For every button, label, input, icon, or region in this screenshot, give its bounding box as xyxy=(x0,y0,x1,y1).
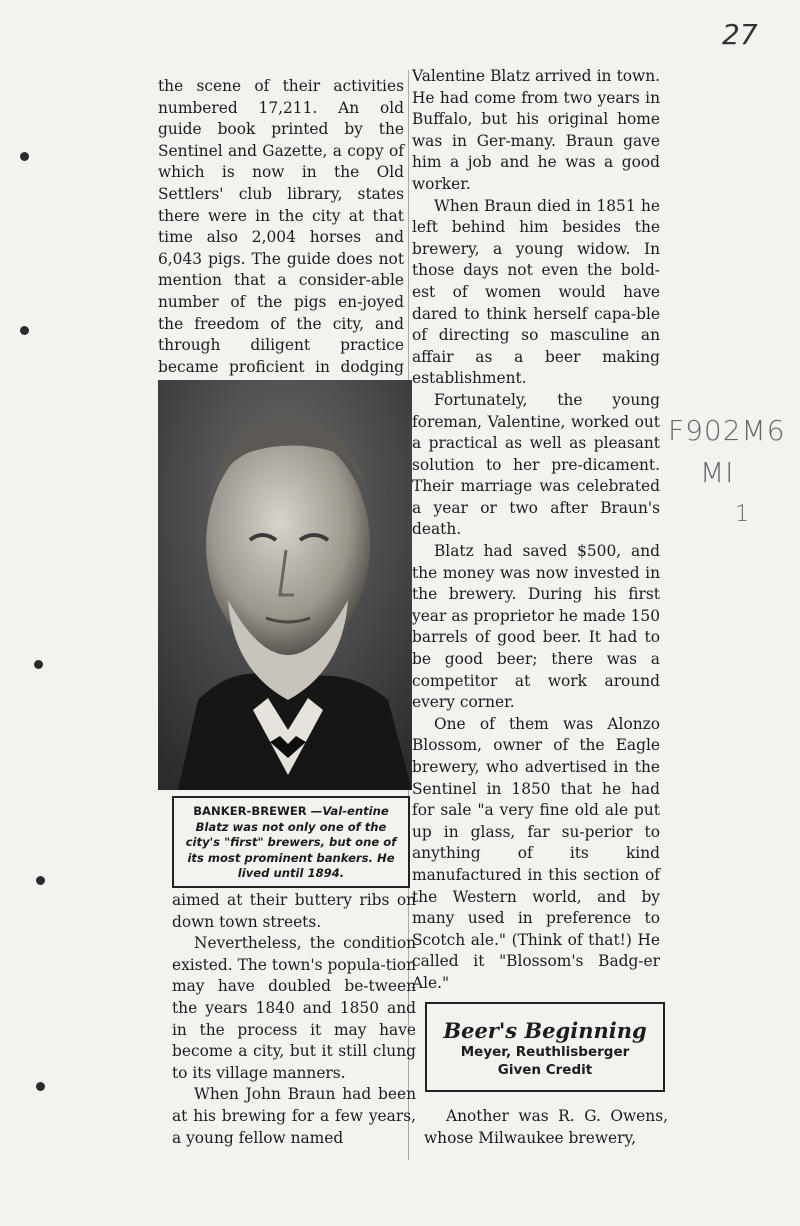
page-number: 27 xyxy=(722,18,758,51)
paragraph: Nevertheless, the condition existed. The town's popula-tion may have doubled be-tween the years 1840 and 1850 and in the process it may have become a city, but it still clung to its village manners. xyxy=(172,934,416,1082)
margin-note-mark: 1 xyxy=(735,502,750,527)
margin-note-code: MI xyxy=(700,456,735,489)
paragraph: the scene of their activities numbered 17,211. An old guide book printed by the Sentinel and Gazette, a copy of which is now in the Old Settlers' club library, states there were in the city at that time also 2,004 horses and 6,043 pigs. The guide does not mention that a consider-able number of the pigs en-joyed the freedom of the city, and through diligent practice became proficient in dodging xyxy=(158,77,404,376)
article-right xyxy=(412,66,660,995)
binder-hole-2 xyxy=(20,326,29,335)
article-right-bottom xyxy=(424,1106,668,1149)
paragraph: Fortunately, the young foreman, Valentine, worked out a practical as well as pleasant solution to her pre-dicament. Their marriage was celebrated a year or two after Braun's death. xyxy=(412,390,660,539)
portrait-photo xyxy=(158,380,412,790)
paragraph: When John Braun had been at his brewing for a few years, a young fellow named xyxy=(172,1085,416,1147)
caption-head: BANKER-BREWER xyxy=(193,804,307,818)
photo-caption xyxy=(172,796,410,888)
paragraph: When Braun died in 1851 he left behind him besides the brewery, a young widow. In those days not even the bold-est of women would have dared to think herself capa-ble of directing so masculine an affair as a beer making establishment. xyxy=(412,196,660,388)
subheading-box xyxy=(425,1002,665,1092)
article-left-bottom xyxy=(172,890,416,1149)
paragraph: One of them was Alonzo Blossom, owner of the Eagle brewery, who advertised in the Sentinel in 1850 that he had for sale "a very fine old ale put up in glass, far su-perior to anything of its kind manufactured in this section of the Western world, and by many used in preference to Scotch ale." (Think of that!) He called it "Blossom's Badg-er Ale." xyxy=(412,714,660,992)
binder-hole-5 xyxy=(36,1082,45,1091)
margin-note-catalog: F902M6 xyxy=(668,414,786,447)
paragraph: Another was R. G. Owens, whose Milwaukee brewery, xyxy=(424,1107,668,1147)
subheading-line-1: Meyer, Reuthlisberger xyxy=(460,1044,630,1060)
article-left-top xyxy=(158,76,404,400)
caption-body: —Val-entine Blatz was not only one of the city's "first" brewers, but one of its most prominent bankers. He lived until 1894. xyxy=(185,804,397,880)
binder-hole-4 xyxy=(36,876,45,885)
paragraph: aimed at their buttery ribs on down town streets. xyxy=(172,891,416,931)
paragraph: Blatz had saved $500, and the money was now invested in the brewery. During his first year as proprietor he made 150 barrels of good beer. It had to be good beer; there was a competitor at work around every corner. xyxy=(412,542,660,712)
subheading-title: Beer's Beginning xyxy=(443,1018,647,1043)
subheading-line-2: Given Credit xyxy=(497,1062,593,1078)
paragraph: Valentine Blatz arrived in town. He had come from two years in Buffalo, but his original home was in Ger-many. Braun gave him a job and he was a good worker. xyxy=(412,67,660,193)
binder-hole-1 xyxy=(20,152,29,161)
binder-hole-3 xyxy=(34,660,43,669)
